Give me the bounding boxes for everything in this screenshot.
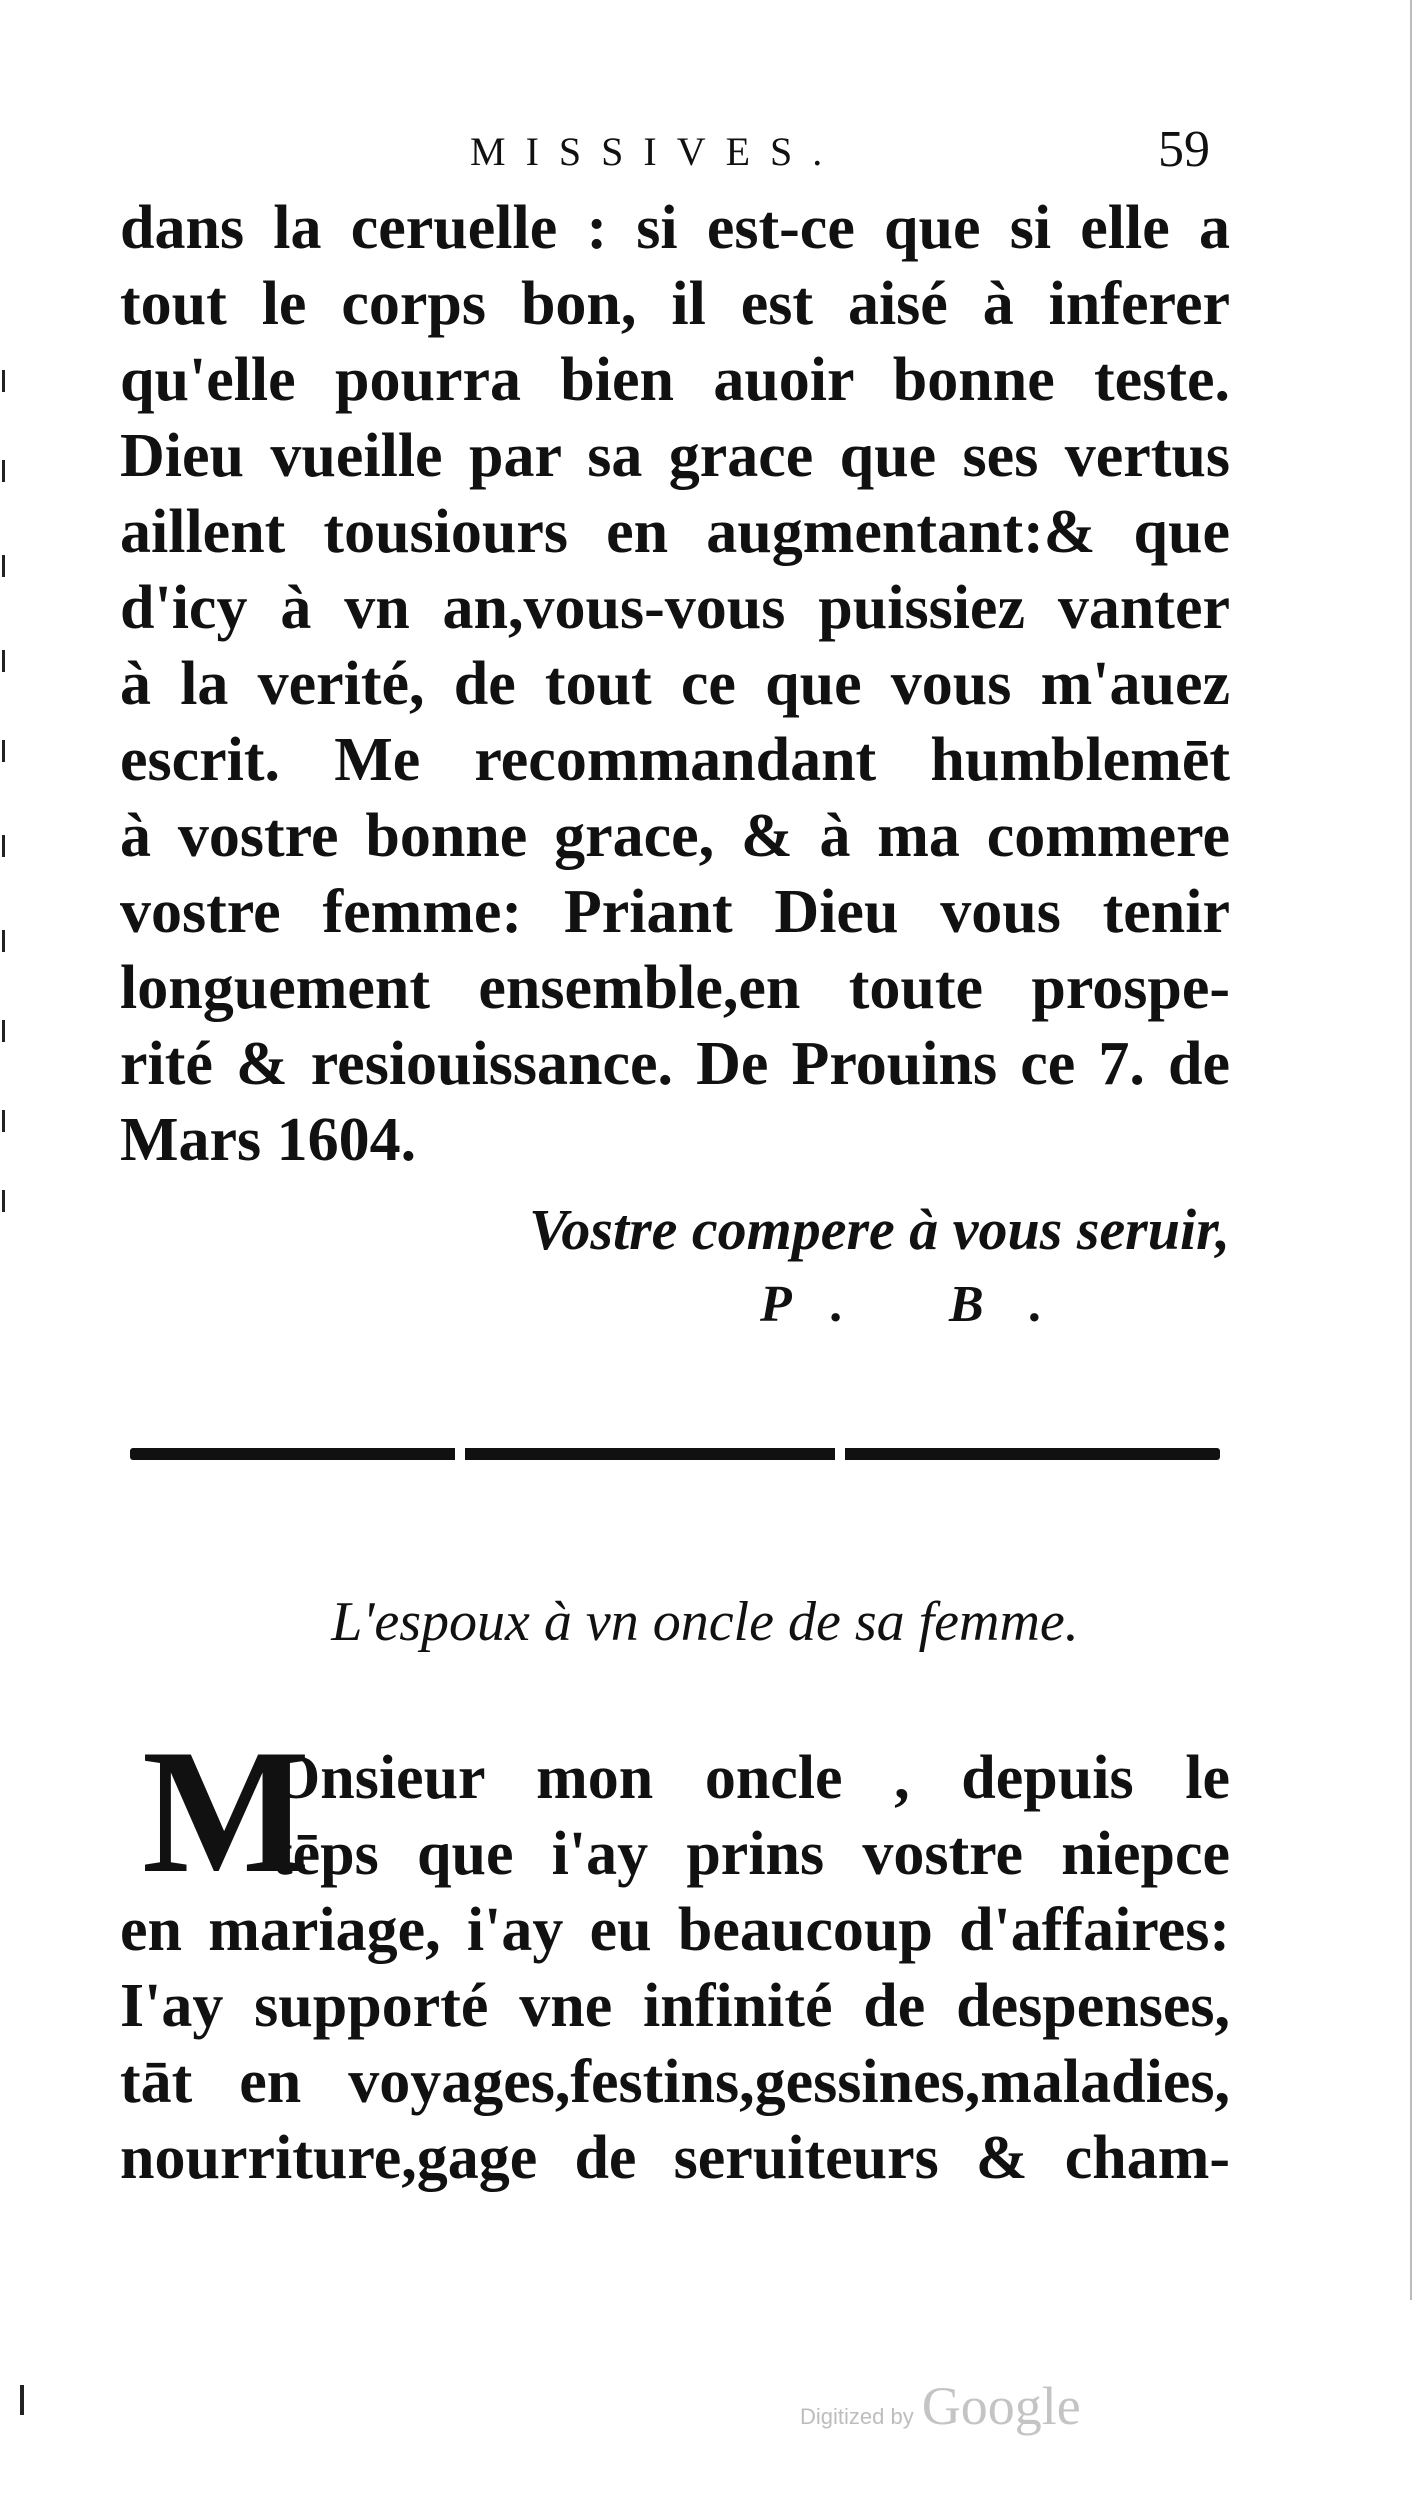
margin-mark (20, 2385, 24, 2415)
text-line: nourriture,gage de seruiteurs & cham- (120, 2124, 1230, 2192)
signature-initials: P. B. (760, 1276, 1089, 1333)
text-line: en mariage, i'ay eu beaucoup d'affaires: (120, 1896, 1230, 1964)
page-number: 59 (1158, 121, 1210, 178)
text-line: tāt en voyages,festins,gessines,maladies, (120, 2048, 1230, 2116)
google-logo: Google (921, 2376, 1081, 2436)
text-line: rité & resiouissance. De Prouins ce 7. de (120, 1030, 1230, 1098)
text-line: d'icy à vn an,vous-vous puissiez vanter (120, 574, 1230, 642)
text-line: tēps que i'ay prins vostre niepce (272, 1820, 1230, 1888)
text-line: longuement ensemble,en toute prospe- (120, 954, 1230, 1022)
text-line: Dieu vueille par sa grace que ses vertus (120, 422, 1230, 490)
new-letter (120, 1712, 1230, 2196)
section-divider-rule (130, 1448, 1220, 1460)
drop-cap: M (142, 1712, 311, 1910)
digitized-by-label: Digitized by (800, 2404, 914, 2429)
rule-break (835, 1446, 845, 1462)
page-header (120, 120, 1230, 180)
running-head: MISSIVES. (470, 129, 843, 174)
text-line: tout le corps bon, il est aisé à inferer (120, 270, 1230, 338)
page-edge (1406, 0, 1412, 2300)
digitization-watermark (800, 2375, 1081, 2437)
text-line: vostre femme: Priant Dieu vous tenir (120, 878, 1230, 946)
text-line: à vostre bonne grace, & à ma commere (120, 802, 1230, 870)
text-line: I'ay supporté vne infinité de despenses, (120, 1972, 1230, 2040)
text-line: Mars 1604. (120, 1106, 417, 1174)
letter-body-continued (120, 190, 1230, 1178)
text-line: Onsieur mon oncle , depuis le (272, 1744, 1230, 1812)
section-title: L'espoux à vn oncle de sa femme. (331, 1591, 1079, 1653)
letter-closing: Vostre compere à vous seruir, (529, 1197, 1230, 1262)
adjacent-page-bleed (0, 330, 20, 1230)
rule-break (455, 1446, 465, 1462)
text-line: dans la ceruelle : si est-ce que si elle a (120, 194, 1230, 262)
text-line: à la verité, de tout ce que vous m'auez (120, 650, 1230, 718)
text-line: qu'elle pourra bien auoir bonne teste. (120, 346, 1230, 414)
text-line: escrit. Me recommandant humblemēt (120, 726, 1230, 794)
text-line: aillent tousiours en augmentant:& que (120, 498, 1230, 566)
